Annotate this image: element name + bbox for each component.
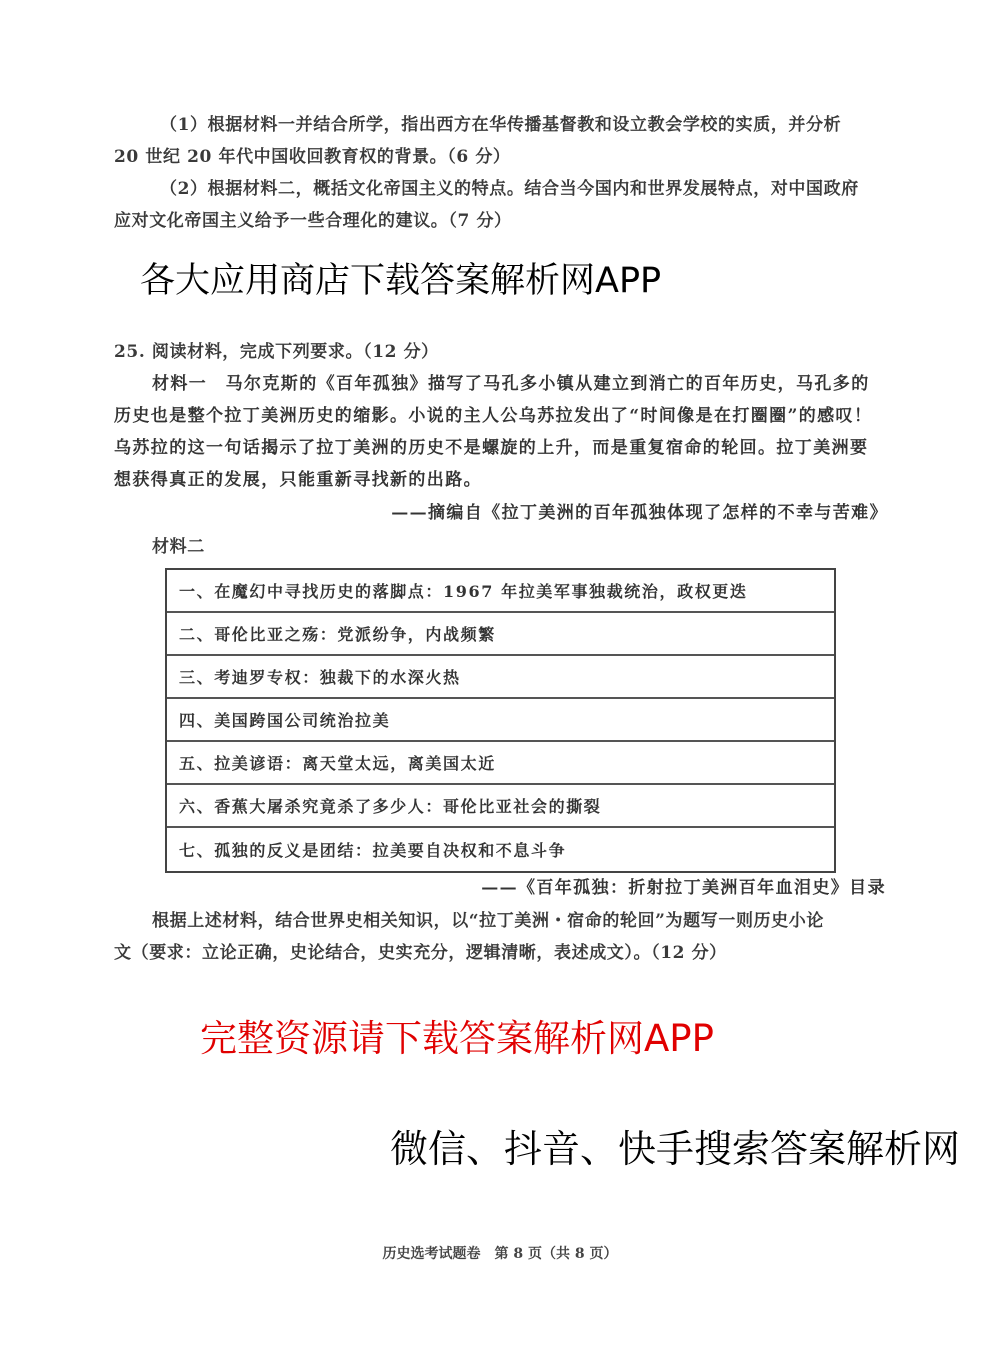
table-row: 四、美国跨国公司统治拉美 xyxy=(167,699,834,742)
question-part-2-line: （2）根据材料二，概括文化帝国主义的特点。结合当今国内和世界发展特点，对中国政府 xyxy=(160,179,859,199)
material-2-source: ——《百年孤独：折射拉丁美洲百年血泪史》目录 xyxy=(481,878,886,898)
page-footer: 历史选考试题卷 第 8 页（共 8 页） xyxy=(382,1246,618,1262)
task-line: 文（要求：立论正确，史论结合，史实充分，逻辑清晰，表述成文）。（12 分） xyxy=(114,943,727,963)
watermark-top-left: 各大应用商店下载答案解析网APP xyxy=(140,261,662,301)
material-1-line: 历史也是整个拉丁美洲历史的缩影。小说的主人公乌苏拉发出了“时间像是在打圈圈”的感叹！ xyxy=(114,406,873,426)
material-1-source: ——摘编自《拉丁美洲的百年孤独体现了怎样的不幸与苦难》 xyxy=(391,503,888,523)
table-row: 二、哥伦比亚之殇：党派纷争，内战频繁 xyxy=(167,613,834,656)
question-part-2-line: 应对文化帝国主义给予一些合理化的建议。（7 分） xyxy=(114,211,512,231)
table-row: 七、孤独的反义是团结：拉美要自决权和不息斗争 xyxy=(179,841,567,860)
question-part-1-line: （1）根据材料一并结合所学，指出西方在华传播基督教和设立教会学校的实质，并分析 xyxy=(160,115,842,135)
question-heading: 25. 阅读材料，完成下列要求。（12 分） xyxy=(114,342,439,362)
watermark-center: 完整资源请下载答案解析网APP xyxy=(200,1017,714,1060)
material-1-line: 材料一 马尔克斯的《百年孤独》描写了马孔多小镇从建立到消亡的百年历史，马孔多的 xyxy=(152,374,870,394)
table-row: 六、香蕉大屠杀究竟杀了多少人：哥伦比亚社会的撕裂 xyxy=(167,785,834,828)
table-row: 三、考迪罗专权：独裁下的水深火热 xyxy=(167,656,834,699)
material-2-label: 材料二 xyxy=(152,537,205,557)
task-line: 根据上述材料，结合世界史相关知识，以“拉丁美洲・宿命的轮回”为题写一则历史小论 xyxy=(152,911,824,931)
material-2-table xyxy=(165,568,836,873)
material-1-line: 乌苏拉的这一句话揭示了拉丁美洲的历史不是螺旋的上升，而是重复宿命的轮回。拉丁美洲要 xyxy=(114,438,869,458)
table-row: 一、在魔幻中寻找历史的落脚点：1967 年拉美军事独裁统治，政权更迭 xyxy=(167,570,834,613)
watermark-bottom-right: 微信、抖音、快手搜索答案解析网 xyxy=(389,1127,960,1171)
material-1-line: 想获得真正的发展，只能重新寻找新的出路。 xyxy=(114,470,482,490)
table-row: 五、拉美谚语：离天堂太远，离美国太近 xyxy=(167,742,834,785)
question-part-1-line: 20 世纪 20 年代中国收回教育权的背景。（6 分） xyxy=(114,147,511,167)
